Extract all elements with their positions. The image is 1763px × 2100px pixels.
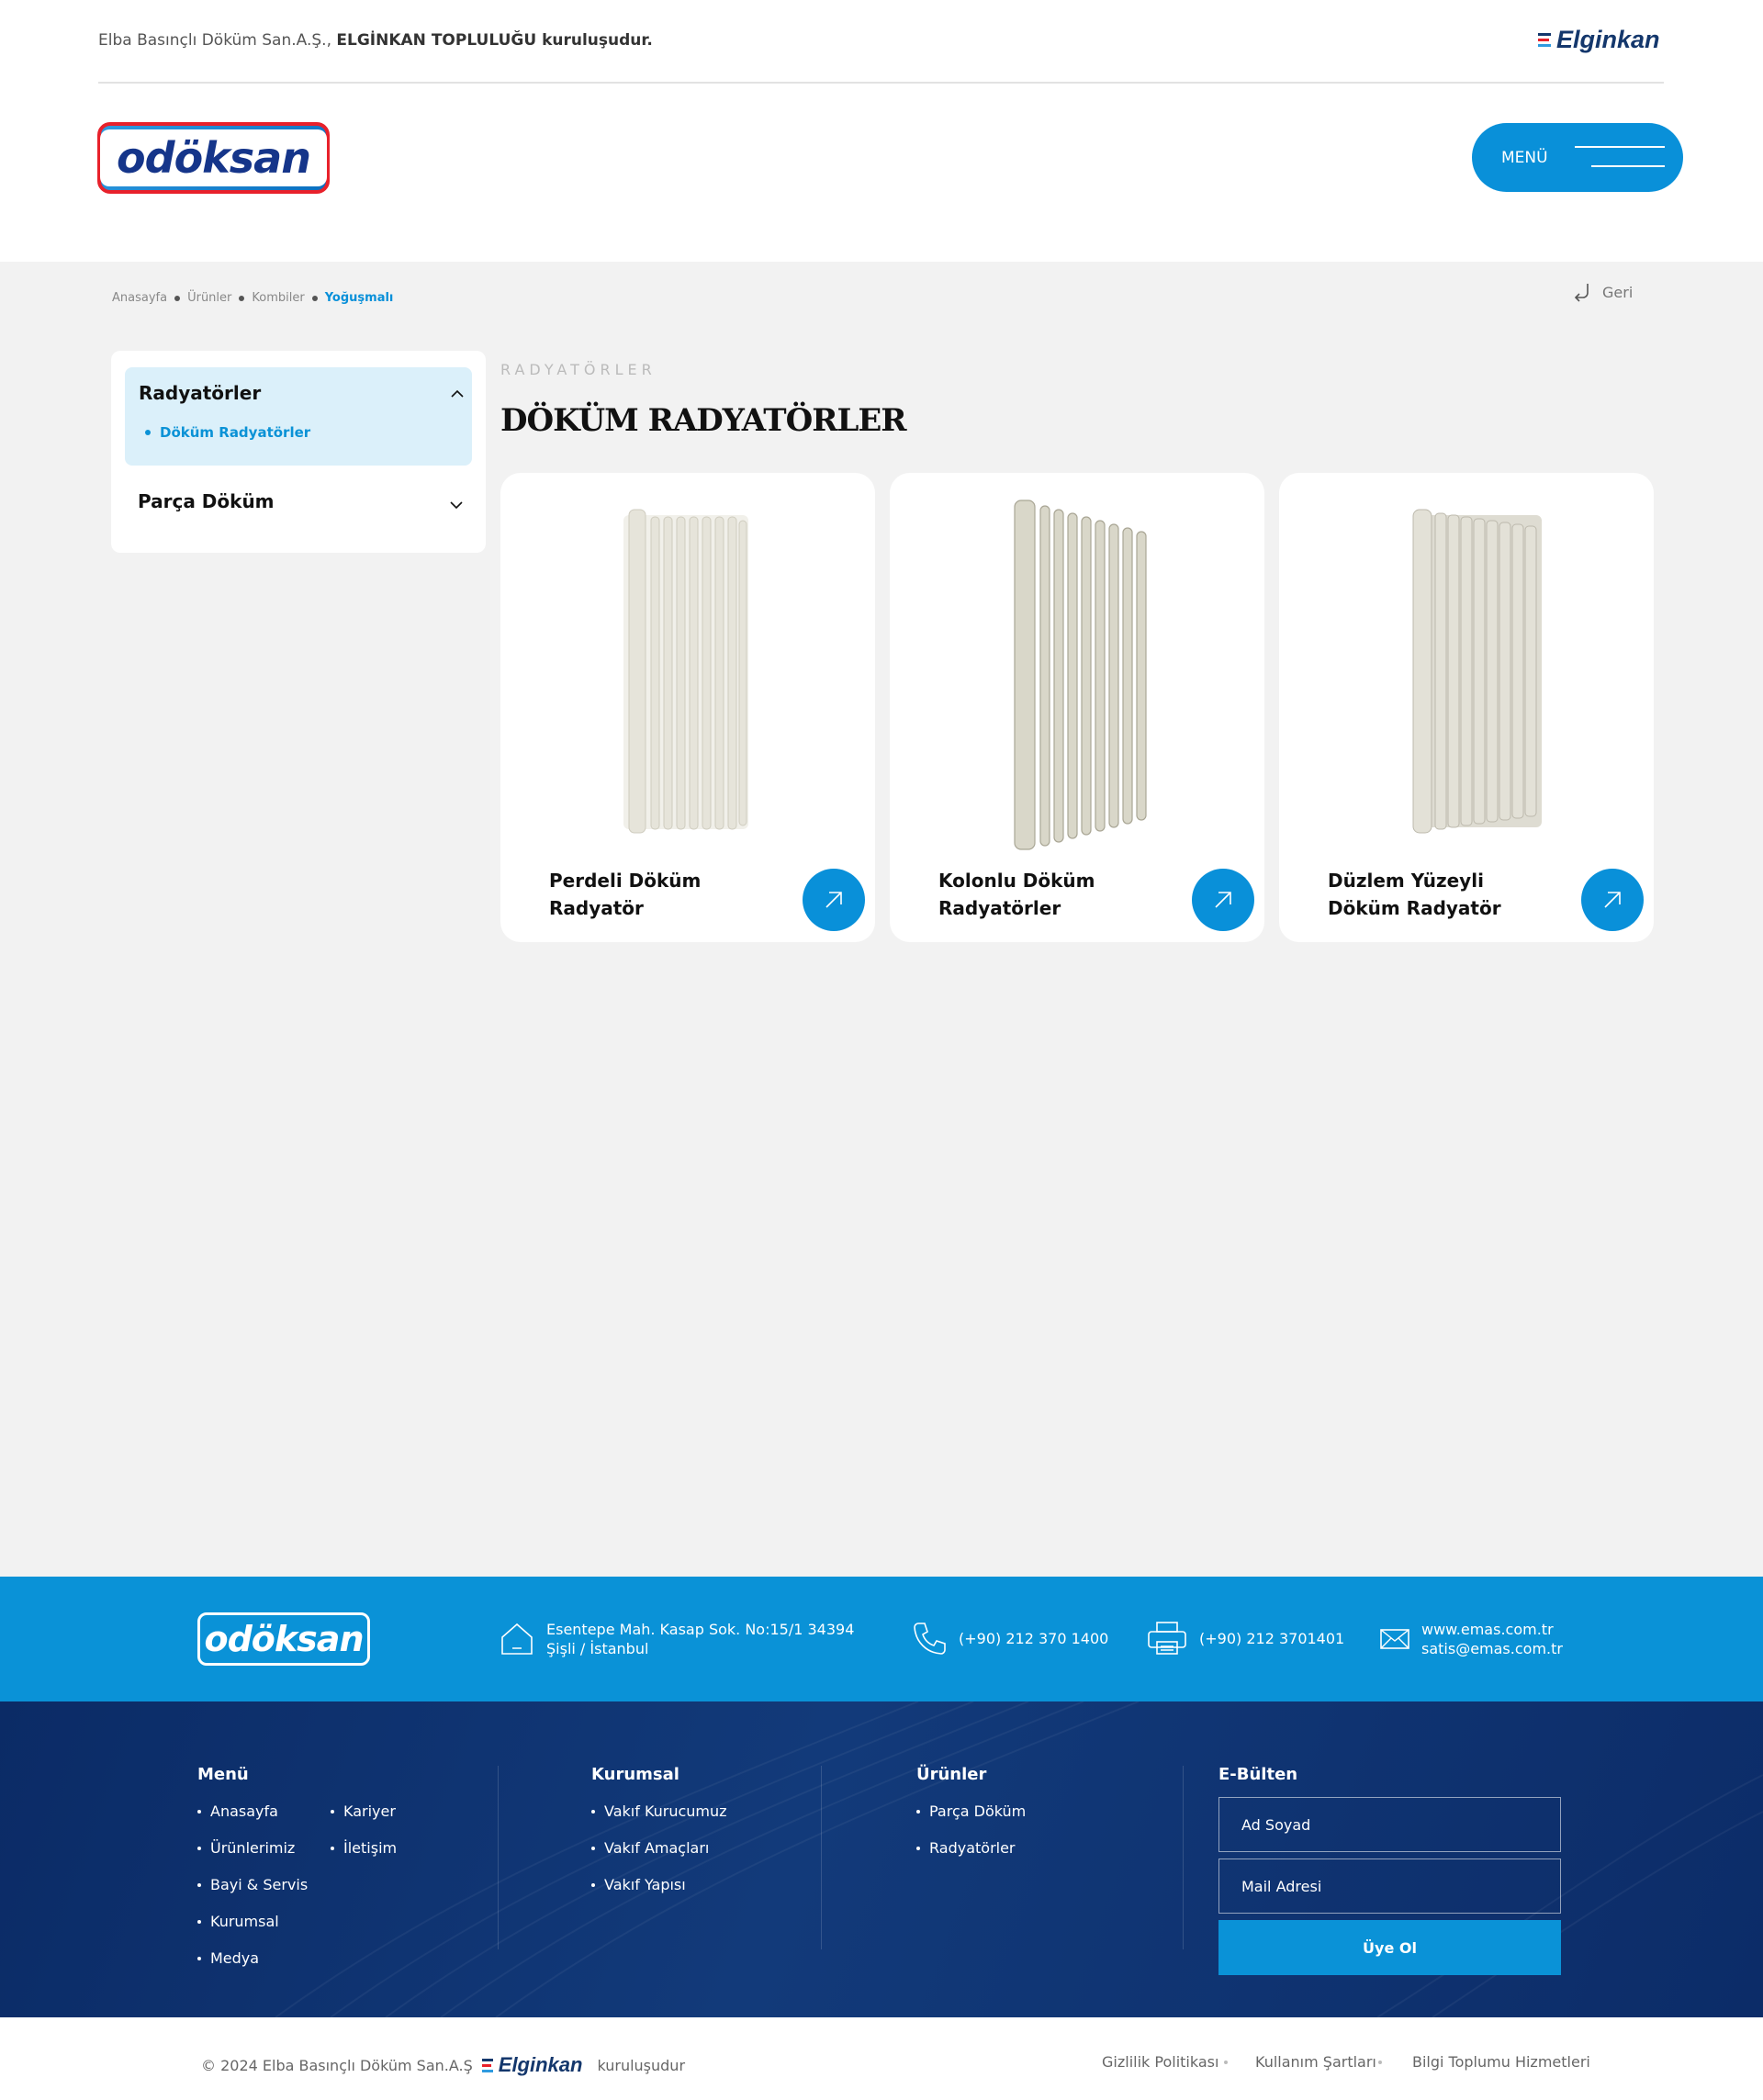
newsletter-title: E-Bülten xyxy=(1218,1765,1298,1784)
fax-icon xyxy=(1146,1620,1188,1656)
back-arrow-icon xyxy=(1573,282,1591,302)
section-eyebrow: RADYATÖRLER xyxy=(500,361,657,378)
breadcrumb-separator xyxy=(312,296,318,301)
product-name: Düzlem Yüzeyli Döküm Radyatör xyxy=(1328,870,1501,919)
elginkan-mark-icon xyxy=(482,2059,493,2072)
footer-divider xyxy=(498,1766,499,1949)
sidebar-item-cast-radiators[interactable]: Döküm Radyatörler xyxy=(145,424,310,441)
product-card[interactable] xyxy=(1279,473,1654,942)
sidebar-group-radiators xyxy=(125,367,472,466)
category-sidebar xyxy=(111,351,486,553)
top-bar xyxy=(0,0,1763,83)
open-product-button[interactable] xyxy=(803,869,865,931)
elginkan-mark-icon xyxy=(1538,33,1551,47)
subscribe-button[interactable]: Üye Ol xyxy=(1218,1920,1561,1975)
footer-link-radiators[interactable]: Radyatörler xyxy=(916,1839,1016,1857)
header-divider xyxy=(98,82,1664,84)
information-society-link[interactable]: Bilgi Toplumu Hizmetleri xyxy=(1412,2053,1590,2071)
breadcrumb xyxy=(112,291,393,305)
mail-icon xyxy=(1379,1627,1410,1651)
sidebar-group-title[interactable]: Parça Döküm xyxy=(138,490,275,512)
footer-corporate-title: Kurumsal xyxy=(591,1765,679,1784)
footer-products-title: Ürünler xyxy=(916,1765,987,1784)
odoksan-logo[interactable]: odöksan xyxy=(97,122,330,194)
footer-link-dealer-service[interactable]: Bayi & Servis xyxy=(197,1876,308,1893)
footer-link-career[interactable]: Kariyer xyxy=(331,1802,396,1820)
breadcrumb-separator xyxy=(174,296,180,301)
footer-link-corporate[interactable]: Kurumsal xyxy=(197,1913,279,1930)
footer-link-contact[interactable]: İletişim xyxy=(331,1839,397,1857)
elginkan-logo[interactable]: Elginkan xyxy=(1538,26,1660,54)
footer-link-part-casting[interactable]: Parça Döküm xyxy=(916,1802,1026,1820)
product-card[interactable] xyxy=(500,473,875,942)
back-link[interactable]: Geri xyxy=(1573,282,1633,302)
page-title: DÖKÜM RADYATÖRLER xyxy=(500,402,906,439)
home-icon xyxy=(499,1621,535,1657)
footer-link-founder[interactable]: Vakıf Kurucumuz xyxy=(591,1802,727,1820)
product-card[interactable] xyxy=(890,473,1264,942)
product-name: Kolonlu Döküm Radyatörler xyxy=(938,870,1095,919)
hamburger-icon xyxy=(1575,146,1665,185)
address: Esentepe Mah. Kasap Sok. No:15/1 34394 Şişli / İstanbul xyxy=(499,1620,854,1658)
elginkan-footer-logo[interactable]: Elginkan xyxy=(482,2053,583,2077)
breadcrumb-boilers[interactable]: Kombiler xyxy=(252,291,305,305)
breadcrumb-separator xyxy=(239,296,244,301)
website-link[interactable]: www.emas.com.tr xyxy=(1421,1621,1554,1638)
group-note: Elba Basınçlı Döküm San.A.Ş., ELGİNKAN TOPLULUĞU kuruluşudur. xyxy=(98,31,653,50)
open-product-button[interactable] xyxy=(1192,869,1254,931)
breadcrumb-current: Yoğuşmalı xyxy=(324,291,394,305)
product-name: Perdeli Döküm Radyatör xyxy=(549,870,702,919)
chevron-up-icon[interactable] xyxy=(450,389,465,399)
footer-divider xyxy=(1183,1766,1184,1949)
footer-link-media[interactable]: Medya xyxy=(197,1949,259,1967)
breadcrumb-home[interactable]: Anasayfa xyxy=(112,291,168,305)
legal-separator xyxy=(1224,2061,1228,2064)
arrow-up-right-icon xyxy=(1600,888,1624,912)
email-link[interactable]: satis@emas.com.tr xyxy=(1421,1640,1563,1657)
web-email[interactable] xyxy=(1379,1620,1563,1658)
fax: (+90) 212 3701401 xyxy=(1146,1620,1344,1656)
footer-link-home[interactable]: Anasayfa xyxy=(197,1802,278,1820)
phone-icon xyxy=(911,1620,948,1656)
chevron-down-icon[interactable] xyxy=(449,500,464,510)
footer-link-foundation-goals[interactable]: Vakıf Amaçları xyxy=(591,1839,709,1857)
copyright: © 2024 Elba Basınçlı Döküm San.A.Ş Elginkan kuruluşudur xyxy=(201,2053,686,2076)
arrow-up-right-icon xyxy=(1211,888,1235,912)
radiator-image xyxy=(578,489,798,857)
newsletter-name-input[interactable]: Ad Soyad xyxy=(1218,1797,1561,1852)
menu-button[interactable]: MENÜ xyxy=(1472,123,1683,192)
open-product-button[interactable] xyxy=(1581,869,1644,931)
privacy-link[interactable]: Gizlilik Politikası xyxy=(1102,2053,1219,2071)
radiator-image xyxy=(967,489,1187,857)
footer-link-foundation-structure[interactable]: Vakıf Yapısı xyxy=(591,1876,686,1893)
radiator-image xyxy=(1356,489,1577,857)
footer-divider xyxy=(821,1766,822,1949)
footer-logo[interactable]: odöksan xyxy=(197,1612,370,1666)
breadcrumb-products[interactable]: Ürünler xyxy=(187,291,232,305)
arrow-up-right-icon xyxy=(822,888,846,912)
legal-separator xyxy=(1378,2061,1382,2064)
sidebar-group-title[interactable]: Radyatörler xyxy=(139,382,262,404)
footer-menu-title: Menü xyxy=(197,1765,249,1784)
bullet-icon xyxy=(145,430,151,435)
newsletter-email-input[interactable]: Mail Adresi xyxy=(1218,1859,1561,1914)
footer-link-products[interactable]: Ürünlerimiz xyxy=(197,1839,295,1857)
phone[interactable]: (+90) 212 370 1400 xyxy=(911,1620,1108,1656)
terms-link[interactable]: Kullanım Şartları xyxy=(1255,2053,1376,2071)
